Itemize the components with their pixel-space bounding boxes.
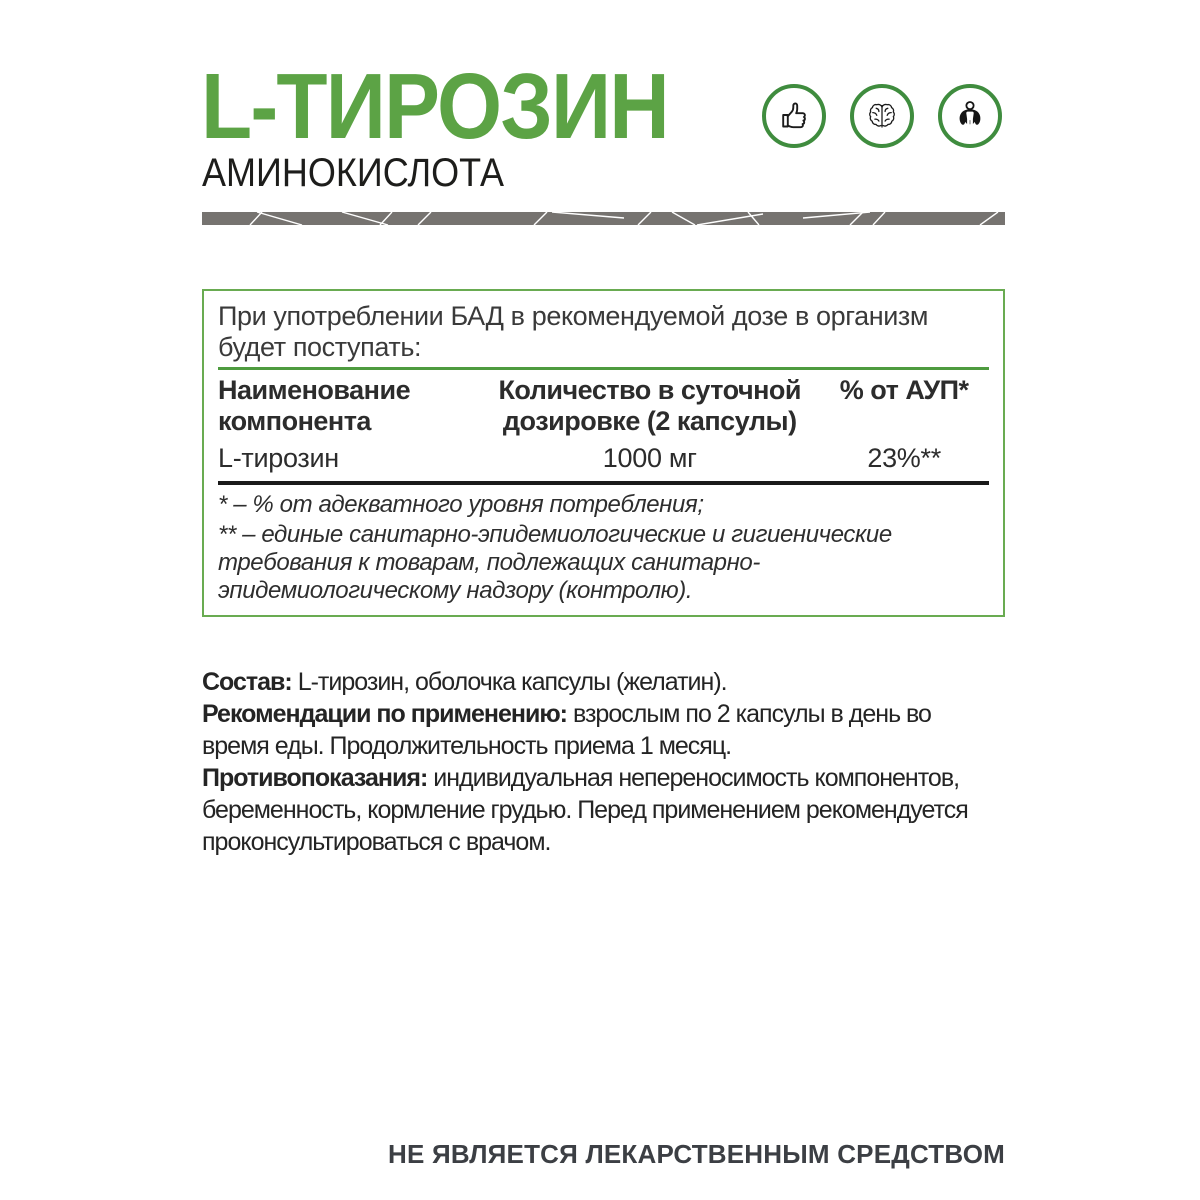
table-cell-amount: 1000 мг <box>602 443 697 473</box>
benefit-badge-brain <box>850 84 914 148</box>
detail-composition-text: L-тирозин, оболочка капсулы (желатин). <box>291 668 727 696</box>
decorative-banner <box>202 212 1005 225</box>
table-cell-component: L-тирозин <box>218 443 339 473</box>
page-title: L-ТИРОЗИН <box>201 54 668 158</box>
detail-contraindications <box>202 762 1002 858</box>
dosage-intro-text: При употреблении БАД в рекомендуемой дозе в организм будет поступать: <box>218 301 929 362</box>
green-divider <box>218 367 989 370</box>
page-subtitle: АМИНОКИСЛОТА <box>202 151 504 195</box>
brain-icon <box>864 98 900 134</box>
footnotes <box>218 491 989 605</box>
details-section <box>202 666 1005 858</box>
table-header-amount: Количество в суточной дозировке (2 капсулы) <box>498 375 802 436</box>
dosage-table <box>218 375 989 474</box>
table-cell-percent: 23%** <box>867 443 941 473</box>
weight-loss-icon <box>952 98 988 134</box>
detail-composition-label: Состав: <box>202 668 292 696</box>
detail-recommendations-text: взрослым по 2 капсулы в день во время еды. Продолжительность приема 1 месяц. <box>202 700 931 760</box>
black-divider <box>218 481 989 485</box>
footnote-aup: * – % от адекватного уровня потребления; <box>218 491 704 518</box>
dosage-info-box <box>202 289 1005 617</box>
detail-recommendations <box>202 698 957 762</box>
cracked-stripe-graphic <box>202 212 1005 225</box>
table-header-percent: % от АУП* <box>839 375 969 405</box>
detail-recommendations-label: Рекомендации по применению: <box>202 700 568 728</box>
footnote-sanitary: ** – единые санитарно-эпидемиологические и гигиенические требования к товарам, подлежащих санитарно-эпидемиологическому надзору (контролю). <box>218 521 892 604</box>
benefit-badge-wellbeing <box>762 84 826 148</box>
benefit-badge-weight <box>938 84 1002 148</box>
disclaimer-text: НЕ ЯВЛЯЕТСЯ ЛЕКАРСТВЕННЫМ СРЕДСТВОМ <box>388 1139 1005 1169</box>
table-header-component: Наименование компонента <box>218 375 411 436</box>
detail-contraindications-text: индивидуальная непереносимость компонентов, беременность, кормление грудью. Перед применением рекомендуется проконсультироваться с врачом. <box>202 764 968 856</box>
thumbs-up-icon <box>776 98 812 134</box>
detail-contraindications-label: Противопоказания: <box>202 764 428 792</box>
detail-composition <box>202 666 1005 698</box>
